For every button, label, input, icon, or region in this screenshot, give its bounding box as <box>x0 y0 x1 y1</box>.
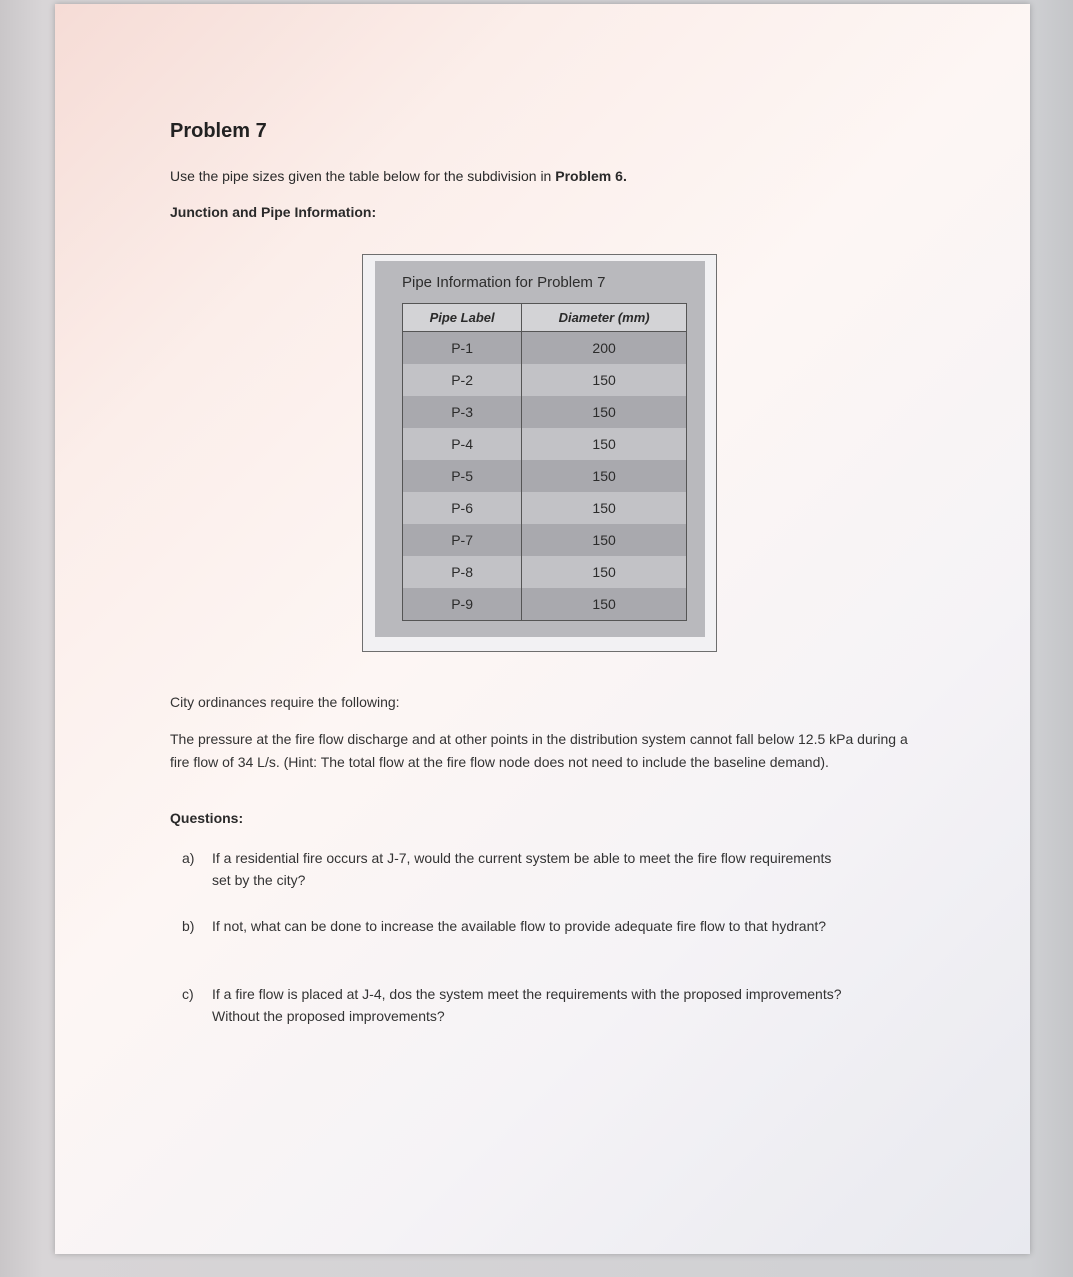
diameter-cell: 150 <box>522 556 687 588</box>
pipe-label-cell: P-6 <box>403 492 522 524</box>
pipe-label-cell: P-3 <box>403 396 522 428</box>
table-row <box>403 588 687 621</box>
diameter-cell: 150 <box>522 524 687 556</box>
question-text: If a residential fire occurs at J-7, would the current system be able to meet the fire flow requirements set by the city? <box>212 850 832 888</box>
question-marker: c) <box>182 986 194 1002</box>
question-a <box>182 847 842 891</box>
ordinance-heading: City ordinances require the following: <box>170 694 400 710</box>
header-pipe-label: Pipe Label <box>403 304 522 332</box>
diameter-cell: 150 <box>522 428 687 460</box>
pipe-label-cell: P-2 <box>403 364 522 396</box>
header-diameter: Diameter (mm) <box>522 304 687 332</box>
diameter-cell: 150 <box>522 460 687 492</box>
table-row <box>403 460 687 492</box>
table-row <box>403 524 687 556</box>
questions-heading: Questions: <box>170 810 244 826</box>
document-page <box>55 4 1030 1254</box>
intro-text-after: . <box>622 168 627 184</box>
table-row <box>403 364 687 396</box>
pipe-label-cell: P-4 <box>403 428 522 460</box>
question-marker: a) <box>182 850 195 866</box>
pipe-table <box>402 303 687 621</box>
diameter-cell: 150 <box>522 364 687 396</box>
diameter-cell: 150 <box>522 588 687 621</box>
problem-title: Problem 7 <box>170 120 267 142</box>
pipe-table-caption: Pipe Information for Problem 7 <box>402 274 606 291</box>
pipe-table-image <box>375 261 705 637</box>
table-row <box>403 396 687 428</box>
question-marker: b) <box>182 918 195 934</box>
pipe-label-cell: P-7 <box>403 524 522 556</box>
intro-problem-reference: Problem 6 <box>555 168 623 184</box>
diameter-cell: 200 <box>522 332 687 365</box>
diameter-cell: 150 <box>522 492 687 524</box>
ordinance-text: The pressure at the fire flow discharge and at other points in the distribution system cannot fall below 12.5 kPa during a fire flow of 34 L/s. (Hint: The total flow at the fire flow node does not need to include the baseline demand). <box>170 731 908 770</box>
diameter-cell: 150 <box>522 396 687 428</box>
question-b <box>182 915 842 937</box>
table-row <box>403 332 687 365</box>
intro-text <box>170 168 627 184</box>
table-row <box>403 492 687 524</box>
pipe-label-cell: P-5 <box>403 460 522 492</box>
question-text: If a fire flow is placed at J-4, dos the system meet the requirements with the proposed improvements? Without the proposed improvements? <box>212 986 842 1024</box>
pipe-label-cell: P-8 <box>403 556 522 588</box>
junction-heading: Junction and Pipe Information: <box>170 204 377 220</box>
pipe-table-header-row <box>403 304 687 332</box>
pipe-table-figure <box>362 254 717 652</box>
question-text: If not, what can be done to increase the available flow to provide adequate fire flow to that hydrant? <box>212 918 827 934</box>
table-row <box>403 428 687 460</box>
intro-text-before: Use the pipe sizes given the table below for the subdivision in <box>170 168 556 184</box>
pipe-label-cell: P-9 <box>403 588 522 621</box>
pipe-label-cell: P-1 <box>403 332 522 365</box>
question-c <box>182 983 842 1027</box>
table-row <box>403 556 687 588</box>
